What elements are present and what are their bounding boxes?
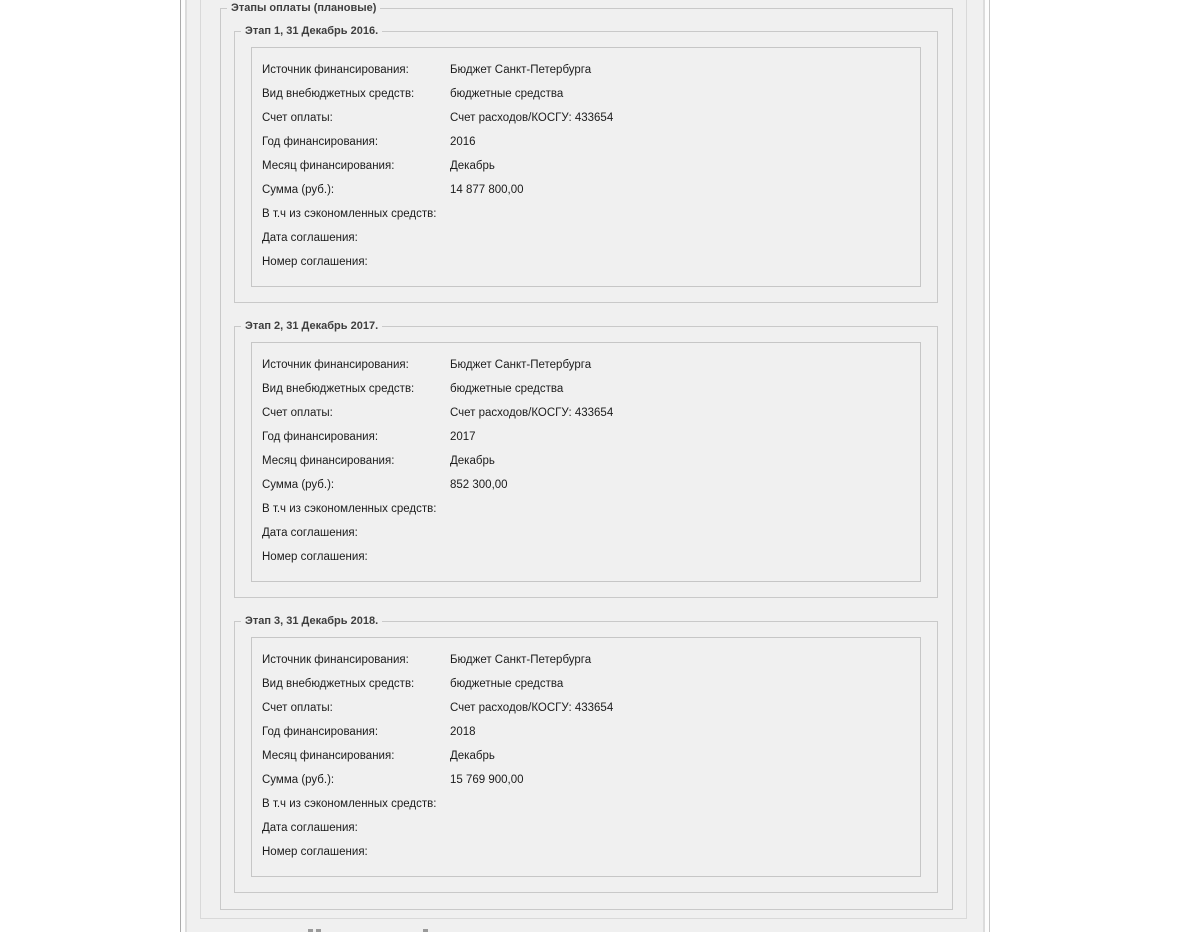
payment-stages-fieldset (220, 2, 953, 910)
field-row (262, 112, 910, 136)
stage-fieldset (234, 615, 938, 893)
field-value: Бюджет Санкт-Петербурга (450, 64, 592, 76)
field-label: Источник финансирования: (262, 654, 409, 666)
field-row (262, 431, 910, 455)
field-label: Сумма (руб.): (262, 184, 335, 196)
field-label: Вид внебюджетных средств: (262, 383, 415, 395)
field-row (262, 551, 910, 575)
field-value: Бюджет Санкт-Петербурга (450, 654, 592, 666)
field-label: Дата соглашения: (262, 527, 358, 539)
field-value: Счет расходов/КОСГУ: 433654 (450, 702, 614, 714)
field-label: Вид внебюджетных средств: (262, 88, 415, 100)
field-row (262, 846, 910, 870)
field-row (262, 750, 910, 774)
field-row (262, 455, 910, 479)
field-label: Сумма (руб.): (262, 774, 335, 786)
field-row (262, 798, 910, 822)
stage-details-box (251, 637, 921, 877)
field-value: Декабрь (450, 160, 495, 172)
field-value: Счет расходов/КОСГУ: 433654 (450, 112, 614, 124)
field-row (262, 822, 910, 846)
field-label: Год финансирования: (262, 136, 379, 148)
field-row (262, 774, 910, 798)
field-row (262, 64, 910, 88)
field-label: В т.ч из сэкономленных средств: (262, 503, 437, 515)
field-label: Год финансирования: (262, 726, 379, 738)
field-label: Номер соглашения: (262, 256, 368, 268)
field-value: 2016 (450, 136, 476, 148)
field-label: Номер соглашения: (262, 846, 368, 858)
field-row (262, 678, 910, 702)
field-row (262, 256, 910, 280)
field-label: Счет оплаты: (262, 112, 333, 124)
field-label: Месяц финансирования: (262, 160, 395, 172)
field-value: бюджетные средства (450, 88, 564, 100)
payment-stages-legend: Этапы оплаты (плановые) (227, 2, 380, 15)
stage-details-box (251, 342, 921, 582)
page-panel (180, 0, 990, 932)
field-label: Источник финансирования: (262, 64, 409, 76)
field-row (262, 232, 910, 256)
field-value: 2017 (450, 431, 476, 443)
field-row (262, 88, 910, 112)
field-row (262, 184, 910, 208)
field-row (262, 383, 910, 407)
field-label: Год финансирования: (262, 431, 379, 443)
field-value: Декабрь (450, 750, 495, 762)
stage-legend: Этап 2, 31 Декабрь 2017. (241, 320, 382, 333)
field-label: Дата соглашения: (262, 232, 358, 244)
field-label: Месяц финансирования: (262, 750, 395, 762)
field-row (262, 208, 910, 232)
field-label: Дата соглашения: (262, 822, 358, 834)
stage-fieldset (234, 25, 938, 303)
field-row (262, 359, 910, 383)
field-row (262, 407, 910, 431)
field-value: Счет расходов/КОСГУ: 433654 (450, 407, 614, 419)
field-label: Сумма (руб.): (262, 479, 335, 491)
stage-fieldset (234, 320, 938, 598)
field-label: В т.ч из сэкономленных средств: (262, 208, 437, 220)
field-row (262, 503, 910, 527)
field-value: 15 769 900,00 (450, 774, 524, 786)
field-label: В т.ч из сэкономленных средств: (262, 798, 437, 810)
field-label: Вид внебюджетных средств: (262, 678, 415, 690)
stage-legend: Этап 1, 31 Декабрь 2016. (241, 25, 382, 38)
field-row (262, 160, 910, 184)
field-value: 14 877 800,00 (450, 184, 524, 196)
field-row (262, 726, 910, 750)
field-value: 852 300,00 (450, 479, 508, 491)
field-row (262, 479, 910, 503)
field-row (262, 654, 910, 678)
field-value: Декабрь (450, 455, 495, 467)
field-label: Источник финансирования: (262, 359, 409, 371)
field-label: Месяц финансирования: (262, 455, 395, 467)
field-value: бюджетные средства (450, 678, 564, 690)
field-label: Счет оплаты: (262, 407, 333, 419)
field-row (262, 527, 910, 551)
field-label: Счет оплаты: (262, 702, 333, 714)
field-row (262, 702, 910, 726)
field-value: Бюджет Санкт-Петербурга (450, 359, 592, 371)
field-value: 2018 (450, 726, 476, 738)
field-label: Номер соглашения: (262, 551, 368, 563)
stage-legend: Этап 3, 31 Декабрь 2018. (241, 615, 382, 628)
field-value: бюджетные средства (450, 383, 564, 395)
field-row (262, 136, 910, 160)
stage-details-box (251, 47, 921, 287)
